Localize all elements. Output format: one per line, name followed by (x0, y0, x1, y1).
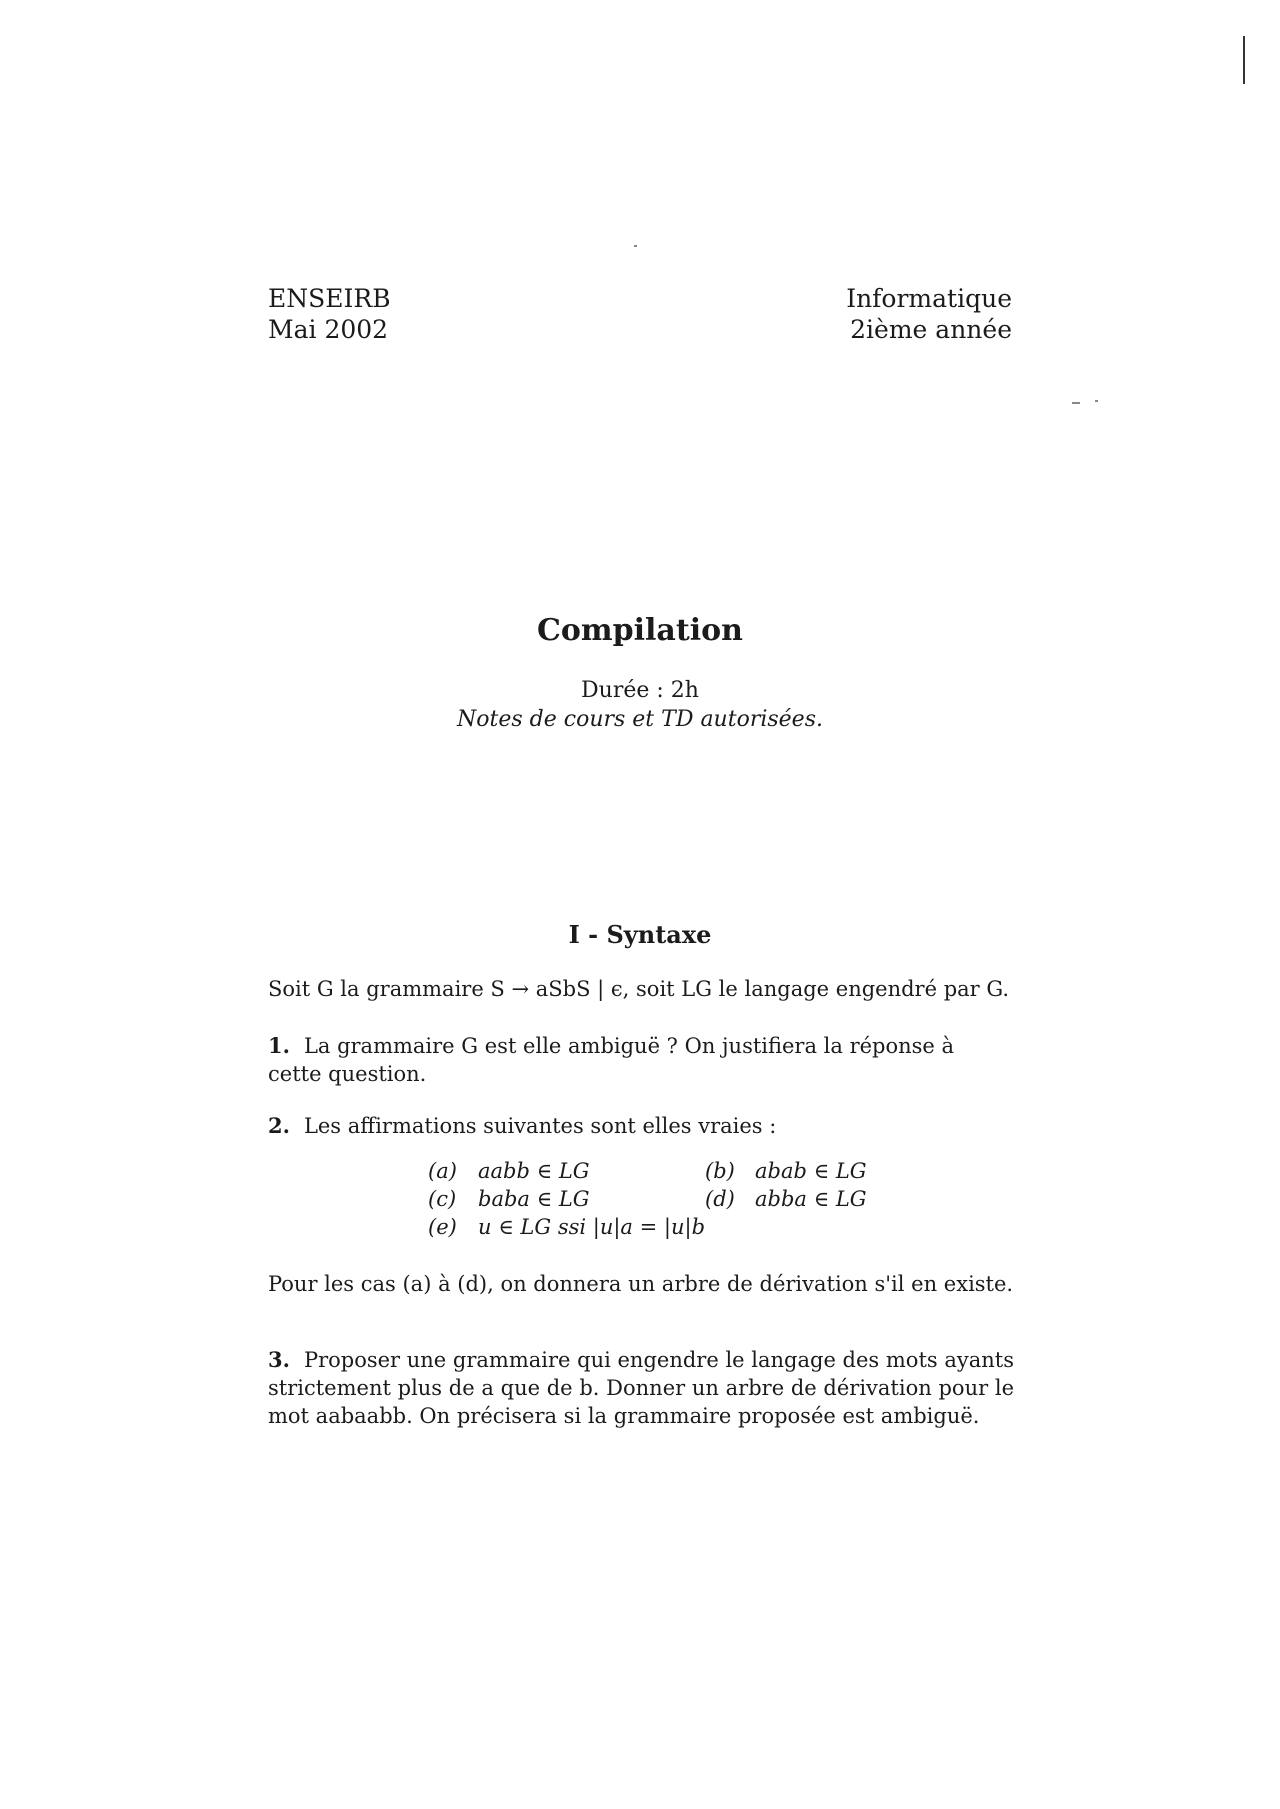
option-label: (b) (705, 1159, 735, 1183)
question-number: 3. (268, 1347, 290, 1372)
exam-info (0, 676, 1280, 734)
exam-duration: Durée : 2h (581, 678, 699, 703)
question-number: 1. (268, 1033, 290, 1058)
header-right (846, 283, 1012, 345)
option-c (428, 1185, 590, 1213)
question-number: 2. (268, 1113, 290, 1138)
exam-date: Mai 2002 (268, 315, 389, 344)
exam-title: Compilation (537, 613, 743, 648)
option-d (705, 1185, 867, 1213)
section-intro: Soit G la grammaire S → aSbS | ϵ, soit LG le langage engendré par G. (268, 977, 1010, 1001)
option-text: abba ∈ LG (755, 1187, 867, 1211)
question-1 (268, 1032, 1014, 1088)
question-text: Proposer une grammaire qui engendre le langage des mots ayants strictement plus de a que de b. Donner un arbre de dérivation pour le mot aabaabb. On précisera si la grammaire proposée est ambiguë. (268, 1348, 1014, 1428)
question-text: La grammaire G est elle ambiguë ? On justifiera la réponse à cette question. (268, 1034, 955, 1086)
school-name: ENSEIRB (268, 284, 391, 313)
option-text: baba ∈ LG (478, 1187, 590, 1211)
option-text: abab ∈ LG (755, 1159, 867, 1183)
scan-speck (634, 245, 637, 247)
option-text: aabb ∈ LG (478, 1159, 590, 1183)
option-b (705, 1157, 867, 1185)
derivation-note: Pour les cas (a) à (d), on donnera un arbre de dérivation s'il en existe. (268, 1272, 1014, 1296)
section-title: I - Syntaxe (568, 920, 712, 949)
option-label: (e) (428, 1215, 457, 1239)
option-label: (a) (428, 1159, 457, 1183)
question-2 (268, 1112, 1014, 1140)
header-left (268, 283, 391, 345)
question-3 (268, 1346, 1014, 1430)
scan-speck (1095, 400, 1098, 402)
option-label: (c) (428, 1187, 457, 1211)
scan-speck (1072, 402, 1080, 404)
question-text: Les affirmations suivantes sont elles vraies : (303, 1114, 777, 1138)
option-text: u ∈ LG ssi |u|a = |u|b (478, 1215, 706, 1239)
exam-notes: Notes de cours et TD autorisées. (457, 707, 823, 732)
scan-mark (1243, 36, 1245, 84)
study-year: 2ième année (850, 315, 1012, 344)
option-label: (d) (705, 1187, 735, 1211)
department: Informatique (846, 284, 1012, 313)
option-e (428, 1213, 705, 1241)
option-a (428, 1157, 590, 1185)
